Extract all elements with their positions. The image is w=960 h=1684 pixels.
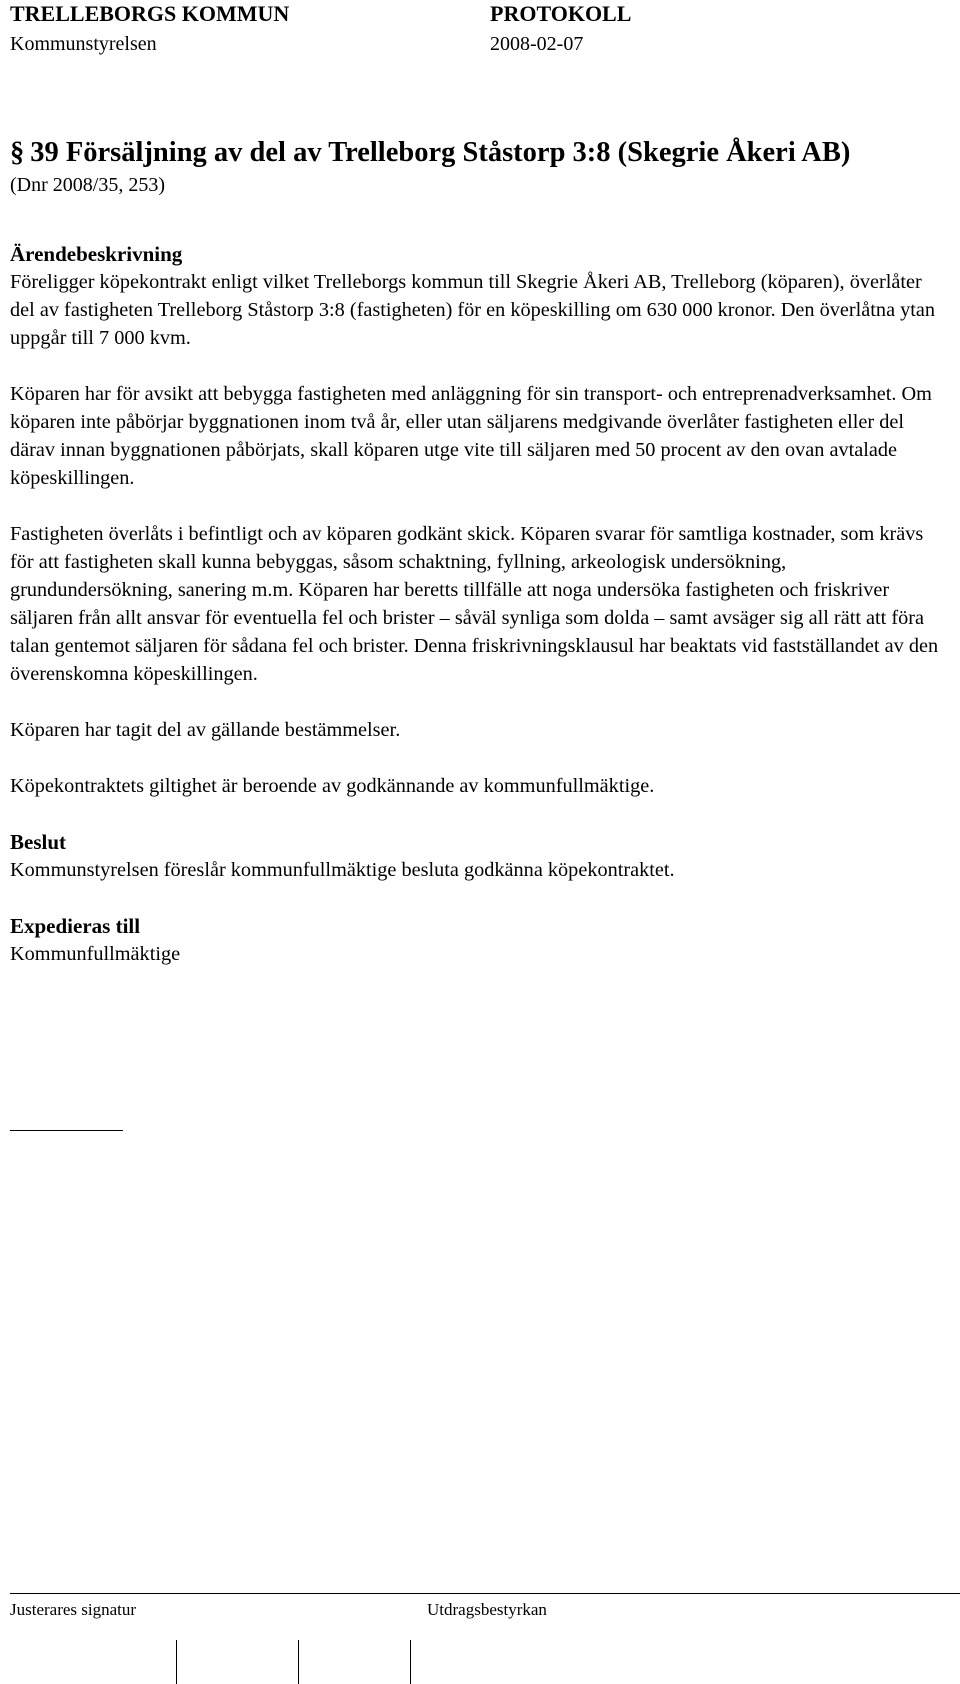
signature-divider-1: [176, 1640, 177, 1684]
heading-beslut: Beslut: [10, 830, 67, 854]
paragraph-2: Köparen har för avsikt att bebygga fastigheten med anläggning för sin transport- och entreprenadverksamhet. Om köparen inte påbörjar byggnationen inom två år, eller utan säljarens medgivande överlåter fastigheten eller del därav innan byggnationen påbörjats, skall köparen utge vite till säljaren med 50 procent av den ovan avtalade köpeskillingen.: [10, 383, 932, 489]
paragraph-4: Köparen har tagit del av gällande bestämmelser.: [10, 719, 401, 741]
heading-expedieras: Expedieras till: [10, 914, 141, 938]
paragraph-1: Föreligger köpekontrakt enligt vilket Trelleborgs kommun till Skegrie Åkeri AB, Trelleborg (köparen), överlåter del av fastigheten Trelleborg Ståstorp 3:8 (fastigheten) för en köpeskilling om 630 000 kronor. Den överlåtna ytan uppgår till 7 000 kvm.: [10, 271, 936, 349]
extract-certification-label: Utdragsbestyrkan: [427, 1600, 547, 1619]
section-sign: §: [10, 137, 25, 168]
section-title-text: 39 Försäljning av del av Trelleborg Ståstorp 3:8 (Skegrie Åkeri AB): [30, 137, 851, 168]
paragraph-3: Fastigheten överlåts i befintligt och av köparen godkänt skick. Köparen svarar för samtliga kostnader, som krävs för att fastigheten skall kunna bebyggas, såsom schaktning, fyllning, arkeologisk undersökning, grundundersökning, sanering m.m. Köparen har beretts tillfälle att noga undersöka fastigheten och friskriver säljaren från allt ansvar för eventuella fel och brister – såväl synliga som dolda – samt avsäger sig all rätt att föra talan gentemot säljaren för sådana fel och brister. Denna friskrivningsklausul har beaktats vid fastställandet av den överenskomna köpeskillingen.: [10, 523, 939, 685]
org-name: TRELLEBORGS KOMMUN: [10, 1, 290, 26]
signature-label: Justerares signatur: [10, 1600, 137, 1619]
end-rule: [10, 1130, 123, 1131]
footer-signature-area: [10, 1593, 960, 1684]
committee-name: Kommunstyrelsen: [10, 33, 157, 55]
section-title: [10, 135, 940, 171]
heading-arendebeskrivning: Ärendebeskrivning: [10, 242, 183, 266]
document-body: [10, 240, 945, 968]
meeting-date: 2008-02-07: [490, 33, 584, 55]
expedieras-text: Kommunfullmäktige: [10, 943, 181, 965]
diary-number: (Dnr 2008/35, 253): [10, 174, 165, 196]
beslut-text: Kommunstyrelsen föreslår kommunfullmäktige besluta godkänna köpekontraktet.: [10, 859, 675, 881]
signature-divider-2: [298, 1640, 299, 1684]
document-type: PROTOKOLL: [490, 1, 632, 26]
paragraph-5: Köpekontraktets giltighet är beroende av godkännande av kommunfullmäktige.: [10, 775, 655, 797]
section-title-block: [10, 135, 940, 199]
signature-divider-3: [410, 1640, 411, 1684]
